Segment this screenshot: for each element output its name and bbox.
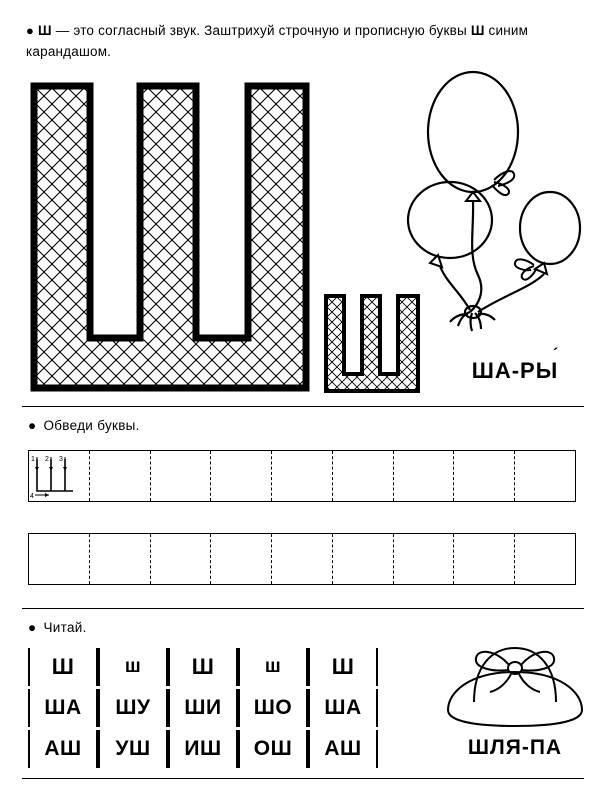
word-shlyapa-after: -ПА: [521, 736, 563, 759]
stroke-number-3: 3: [59, 456, 63, 463]
tracing-cell[interactable]: [272, 451, 333, 501]
tracing-cell[interactable]: [394, 451, 455, 501]
tracing-cell[interactable]: [90, 534, 151, 584]
word-shary-accent: Ы ´: [536, 358, 559, 383]
syllable-cell[interactable]: Ш: [168, 648, 238, 686]
word-shary-before: ША-Р: [471, 358, 536, 383]
tracing-cell[interactable]: [394, 534, 455, 584]
tracing-cell[interactable]: [272, 534, 333, 584]
divider-2: [22, 608, 584, 609]
tracing-cells-2: [29, 534, 575, 584]
tracing-cell[interactable]: [211, 534, 272, 584]
tracing-cell[interactable]: [29, 451, 90, 501]
syllable-cell[interactable]: Ш: [308, 648, 378, 686]
syllable-cell[interactable]: АШ: [28, 730, 98, 768]
syllable-cell[interactable]: ш: [238, 648, 308, 686]
hat-illustration: [440, 632, 590, 732]
syllable-cell[interactable]: ША: [28, 689, 98, 727]
tracing-cell[interactable]: [211, 451, 272, 501]
tracing-cell[interactable]: [454, 451, 515, 501]
section-heading-read: [28, 620, 87, 635]
divider-1: [22, 406, 584, 407]
bullet-icon: ●: [28, 418, 37, 433]
syllable-cell[interactable]: ш: [98, 648, 168, 686]
stroke-number-4: 4: [30, 493, 34, 500]
syllable-cell[interactable]: ШУ: [98, 689, 168, 727]
tracing-cell[interactable]: [29, 534, 90, 584]
instruction-text: [26, 20, 582, 62]
word-shlyapa: [430, 736, 600, 760]
bullet-icon: ●: [26, 23, 35, 38]
divider-3: [22, 778, 584, 779]
syllable-cell[interactable]: ШИ: [168, 689, 238, 727]
section-label-trace: Обведи буквы.: [43, 418, 140, 433]
section-label-read: Читай.: [43, 620, 87, 635]
syllable-cell[interactable]: ША: [308, 689, 378, 727]
instruction-letter: Ш: [38, 23, 52, 38]
table-row: [28, 730, 378, 768]
tracing-row-1[interactable]: [28, 450, 576, 502]
instruction-letter-2: Ш: [470, 23, 485, 38]
tracing-cells-1: [29, 451, 575, 501]
tracing-cell[interactable]: [333, 534, 394, 584]
instruction-text-part1: — это согласный звук. Заштрихуй строчную и прописную буквы: [51, 23, 471, 38]
stroke-number-2: 2: [45, 456, 49, 463]
tracing-cell[interactable]: [151, 451, 212, 501]
syllable-cell[interactable]: ОШ: [238, 730, 308, 768]
syllable-cell[interactable]: ШО: [238, 689, 308, 727]
tracing-cell[interactable]: [515, 451, 575, 501]
instruction-text-part2: синим карандашом.: [26, 23, 529, 59]
stroke-order-model: [29, 451, 89, 501]
tracing-row-2[interactable]: [28, 533, 576, 585]
tracing-cell[interactable]: [454, 534, 515, 584]
big-letter-sha-outline: [28, 80, 313, 395]
balloons-illustration: [398, 60, 588, 360]
tracing-cell[interactable]: [90, 451, 151, 501]
table-row: [28, 689, 378, 727]
tracing-cell[interactable]: [515, 534, 575, 584]
syllable-cell[interactable]: УШ: [98, 730, 168, 768]
tracing-cell[interactable]: [333, 451, 394, 501]
bullet-icon: ●: [28, 620, 37, 635]
syllable-cell[interactable]: АШ: [308, 730, 378, 768]
word-shary: [440, 358, 590, 384]
syllable-table: [28, 648, 378, 771]
stroke-number-1: 1: [31, 456, 35, 463]
tracing-cell[interactable]: [151, 534, 212, 584]
section-heading-trace: [28, 418, 140, 433]
word-shlyapa-before: ШЛЯ: [467, 736, 522, 759]
syllable-cell[interactable]: Ш: [28, 648, 98, 686]
syllable-cell[interactable]: ИШ: [168, 730, 238, 768]
table-row: [28, 648, 378, 686]
